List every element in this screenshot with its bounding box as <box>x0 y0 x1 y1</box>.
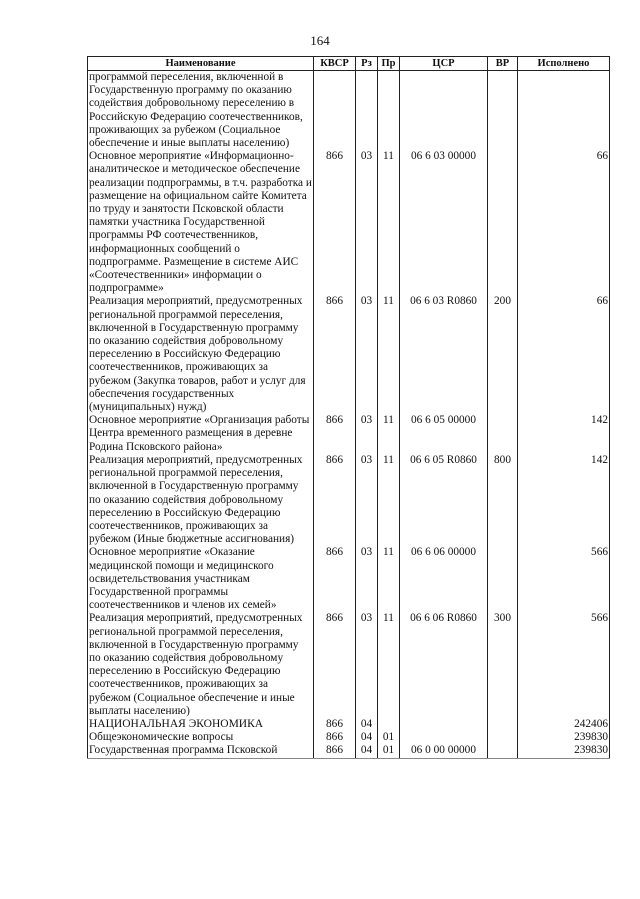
row-pr: 11 <box>378 150 400 295</box>
row-pr: 01 <box>378 744 400 758</box>
table-row <box>88 414 610 454</box>
row-kvsr: 866 <box>314 744 356 758</box>
row-sum: 66 <box>518 150 610 295</box>
row-rz: 03 <box>356 414 378 454</box>
row-name: Реализация мероприятий, предусмотренных региональной программой переселения, включенной в Государственную программу по оказанию содействия добровольному переселению в Российскую Федерацию соотечественников, проживающих за рубежом (Социальное обеспечение и иные выплаты населению) <box>88 612 314 718</box>
row-kvsr: 866 <box>314 718 356 731</box>
row-name: программой переселения, включенной в Государственную программу по оказанию содействия добровольному переселению в Российскую Федерацию соотечественников, проживающих за рубежом (Социальное обеспечение и иные выплаты населению) <box>88 71 314 151</box>
row-pr: 11 <box>378 612 400 718</box>
row-sum: 566 <box>518 612 610 718</box>
row-rz: 03 <box>356 612 378 718</box>
row-vr <box>488 546 518 612</box>
header-pr: Пр <box>378 57 400 71</box>
table-row <box>88 295 610 414</box>
page-number: 164 <box>310 33 330 48</box>
header-kvsr: КВСР <box>314 57 356 71</box>
row-sum: 566 <box>518 546 610 612</box>
row-kvsr <box>314 71 356 151</box>
row-sum <box>518 71 610 151</box>
row-sum: 142 <box>518 414 610 454</box>
row-kvsr: 866 <box>314 150 356 295</box>
row-rz: 04 <box>356 744 378 758</box>
row-vr: 300 <box>488 612 518 718</box>
row-csr: 06 6 05 00000 <box>400 414 488 454</box>
row-sum: 66 <box>518 295 610 414</box>
row-csr <box>400 731 488 744</box>
row-kvsr: 866 <box>314 546 356 612</box>
row-csr: 06 6 05 R0860 <box>400 454 488 546</box>
row-pr: 11 <box>378 454 400 546</box>
row-csr: 06 0 00 00000 <box>400 744 488 758</box>
row-vr <box>488 71 518 151</box>
table-header-row <box>88 57 610 71</box>
row-csr: 06 6 03 00000 <box>400 150 488 295</box>
row-kvsr: 866 <box>314 731 356 744</box>
row-vr: 200 <box>488 295 518 414</box>
table-row <box>88 454 610 546</box>
row-sum: 142 <box>518 454 610 546</box>
row-csr: 06 6 06 00000 <box>400 546 488 612</box>
row-vr <box>488 731 518 744</box>
row-kvsr: 866 <box>314 454 356 546</box>
row-rz <box>356 71 378 151</box>
row-rz: 03 <box>356 295 378 414</box>
row-pr: 11 <box>378 295 400 414</box>
row-kvsr: 866 <box>314 295 356 414</box>
row-csr <box>400 718 488 731</box>
row-kvsr: 866 <box>314 414 356 454</box>
row-rz: 03 <box>356 546 378 612</box>
header-rz: Рз <box>356 57 378 71</box>
row-vr <box>488 414 518 454</box>
row-vr <box>488 718 518 731</box>
row-rz: 03 <box>356 150 378 295</box>
row-name: Основное мероприятие «Оказание медицинской помощи и медицинского освидетельствования участникам Государственной программы соотечественников и членов их семей» <box>88 546 314 612</box>
row-name: Основное мероприятие «Организация работы Центра временного размещения в деревне Родина Псковского района» <box>88 414 314 454</box>
row-vr <box>488 150 518 295</box>
header-csr: ЦСР <box>400 57 488 71</box>
header-sum: Исполнено <box>518 57 610 71</box>
row-sum: 239830 <box>518 731 610 744</box>
row-name: Основное мероприятие «Информационно-аналитическое и методическое обеспечение реализации подпрограммы, в т.ч. разработка и размещение на официальном сайте Комитета по труду и занятости Псковской области памятки участника Государственной программы РФ соотечественников, информационных сообщений о подпрограмме. Размещение в системе АИС «Соотечественники» информации о подпрограмме» <box>89 150 312 295</box>
row-name: НАЦИОНАЛЬНАЯ ЭКОНОМИКА <box>88 718 314 731</box>
table-row <box>88 718 610 731</box>
header-name: Наименование <box>88 57 314 71</box>
row-csr: 06 6 03 R0860 <box>400 295 488 414</box>
table-row <box>88 744 610 758</box>
table-row <box>88 731 610 744</box>
row-pr: 01 <box>378 731 400 744</box>
row-pr: 11 <box>378 546 400 612</box>
row-name: Реализация мероприятий, предусмотренных региональной программой переселения, включенной в Государственную программу по оказанию содействия добровольному переселению в Российскую Федерацию соотечественников, проживающих за рубежом (Иные бюджетные ассигнования) <box>88 454 314 546</box>
row-name: Общеэкономические вопросы <box>88 731 314 744</box>
table-row <box>88 546 610 612</box>
row-kvsr: 866 <box>314 612 356 718</box>
row-sum: 239830 <box>518 744 610 758</box>
row-sum: 242406 <box>518 718 610 731</box>
table-row <box>88 150 610 295</box>
row-name: Реализация мероприятий, предусмотренных региональной программой переселения, включенной в Государственную программу по оказанию содействия добровольному переселению в Российскую Федерацию соотечественников, проживающих за рубежом (Закупка товаров, работ и услуг для обеспечения государственных (муниципальных) нужд) <box>88 295 314 414</box>
header-vr: ВР <box>488 57 518 71</box>
row-name: Государственная программа Псковской <box>88 744 314 758</box>
row-rz: 04 <box>356 718 378 731</box>
row-pr <box>378 718 400 731</box>
row-vr <box>488 744 518 758</box>
table-row <box>88 71 610 151</box>
row-pr <box>378 71 400 151</box>
table-row <box>88 612 610 718</box>
budget-execution-table <box>87 56 610 759</box>
row-csr: 06 6 06 R0860 <box>400 612 488 718</box>
row-vr: 800 <box>488 454 518 546</box>
row-pr: 11 <box>378 414 400 454</box>
row-csr <box>400 71 488 151</box>
row-rz: 03 <box>356 454 378 546</box>
row-rz: 04 <box>356 731 378 744</box>
